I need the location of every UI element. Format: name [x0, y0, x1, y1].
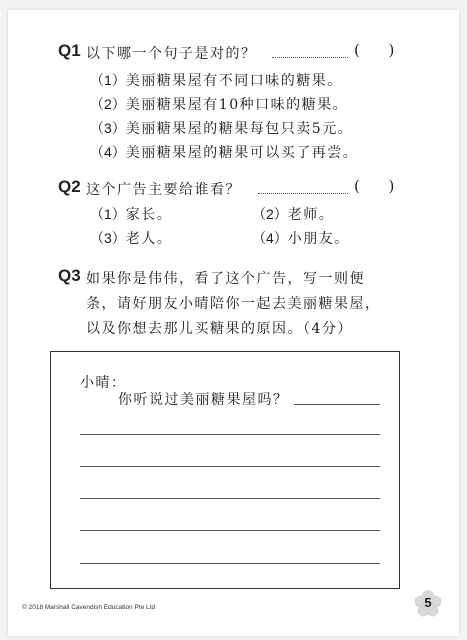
q2-option-3-text: 老人。: [125, 231, 173, 247]
q3-number: Q3: [58, 266, 81, 285]
q3-line-3: 以及你想去那儿买糖果的原因。（4分）: [86, 321, 353, 337]
writing-line-1[interactable]: [294, 404, 380, 405]
q2-number: Q2: [58, 177, 81, 196]
q2-prompt: 这个广告主要给谁看？: [86, 182, 241, 198]
copyright-footer: © 2018 Marshall Cavendish Education Pte Ltd: [22, 604, 156, 611]
q2-option-1-text: 家长。: [125, 207, 173, 223]
q3-line-2: 条，请好朋友小晴陪你一起去美丽糖果屋，: [86, 296, 381, 312]
q2-option-2: [252, 204, 334, 224]
q1-option-3: [90, 118, 353, 138]
page-number-badge: [414, 590, 442, 618]
q2-option-3: [90, 228, 172, 248]
q1-answer-parentheses[interactable]: ( ): [354, 41, 395, 59]
note-first-line: 你听说过美丽糖果屋吗？: [118, 392, 289, 408]
q2-answer-parentheses[interactable]: ( ): [354, 177, 395, 195]
writing-line-4[interactable]: [80, 498, 380, 499]
writing-line-2[interactable]: [80, 434, 380, 435]
writing-line-5[interactable]: [80, 530, 380, 531]
q1-option-2-num: （2）: [90, 96, 126, 112]
writing-line-3[interactable]: [80, 466, 380, 467]
page-number: 5: [424, 595, 432, 610]
q2-option-1: [90, 204, 172, 224]
q3-line-1: 如果你是伟伟，看了这个广告，写一则便: [86, 271, 365, 287]
q1-option-4-text: 美丽糖果屋的糖果可以买了再尝。: [125, 145, 359, 161]
q1-option-2-text: 美丽糖果屋有10种口味的糖果。: [125, 97, 349, 113]
q2-option-3-num: （3）: [90, 230, 126, 246]
q1-option-3-num: （3）: [90, 120, 126, 136]
q1-option-1: [90, 70, 343, 90]
q1-option-2: [90, 94, 348, 114]
q2-option-4-num: （4）: [252, 230, 288, 246]
q2-dotted-leader: [258, 193, 348, 194]
q2-option-4-text: 小朋友。: [287, 231, 350, 247]
q2-option-2-text: 老师。: [287, 207, 335, 223]
q2-option-4: [252, 228, 350, 248]
q1-option-4: [90, 142, 358, 162]
q1-option-4-num: （4）: [90, 144, 126, 160]
q1-prompt: 以下哪一个句子是对的？: [86, 46, 257, 62]
note-greeting: 小晴：: [80, 375, 127, 391]
q1-dotted-leader: [272, 57, 348, 58]
q2-option-1-num: （1）: [90, 206, 126, 222]
q1-option-3-text: 美丽糖果屋的糖果每包只卖5元。: [125, 121, 354, 137]
q1-option-1-num: （1）: [90, 72, 126, 88]
writing-line-6[interactable]: [80, 563, 380, 564]
q2-option-2-num: （2）: [252, 206, 288, 222]
q1-number: Q1: [58, 41, 81, 60]
q1-option-1-text: 美丽糖果屋有不同口味的糖果。: [125, 73, 343, 89]
